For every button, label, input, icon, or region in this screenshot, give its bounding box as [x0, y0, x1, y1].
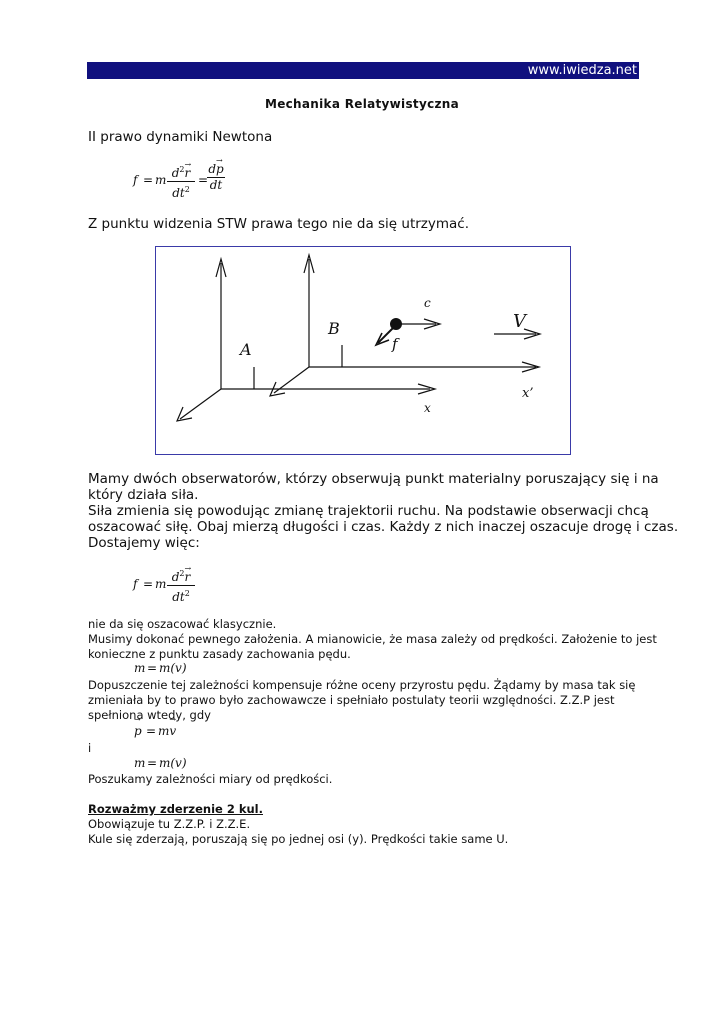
label-v: V — [513, 311, 526, 332]
eq1-lhs: f — [133, 173, 138, 187]
header-url[interactable]: www.iwiedza.net — [527, 63, 637, 78]
document-title: Mechanika Relatywistyczna — [264, 97, 460, 111]
eq1-equals-2: = — [198, 173, 209, 187]
label-b: B — [328, 319, 340, 338]
conjunction: i — [88, 741, 92, 755]
observers-diagram — [155, 246, 571, 455]
eq1-fraction-2: d→ p dt — [207, 163, 225, 192]
eq1-fraction-1: $d^2\to r$ $dt^2$ — [167, 163, 195, 200]
label-x: x — [424, 401, 431, 415]
label-a: A — [240, 340, 252, 359]
header-bar — [87, 62, 639, 79]
label-xprime: x’ — [522, 386, 534, 401]
eq1-equals: = — [143, 173, 154, 187]
label-c: c — [424, 296, 431, 310]
label-f: f — [392, 335, 398, 353]
axis-a-depth-arrow — [177, 407, 192, 421]
eq2-fraction: $d^2\to r$ $dt^2$ — [167, 567, 195, 604]
paragraph-newton: II prawo dynamiki Newtona — [88, 129, 273, 145]
paragraph-search: Poszukamy zależności miary od prędkości. — [88, 772, 333, 786]
diagram-svg — [156, 247, 570, 454]
paragraph-stw: Z punktu widzenia STW prawa tego nie da się utrzymać. — [88, 216, 470, 232]
axis-a-depth — [180, 389, 221, 419]
eq1-m: m — [155, 173, 167, 187]
material-point — [390, 318, 402, 330]
section-heading-collision: Rozważmy zderzenie 2 kul. — [88, 802, 263, 816]
